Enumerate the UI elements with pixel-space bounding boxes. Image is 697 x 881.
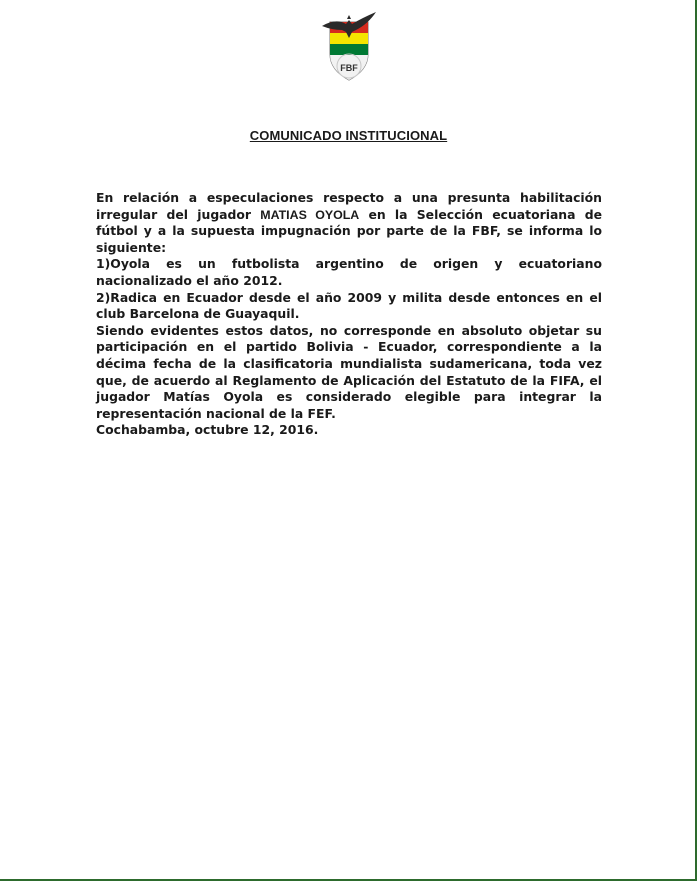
point-1: 1)Oyola es un futbolista argentino de origen y ecuatoriano nacionalizado el año 2012.: [96, 256, 602, 288]
intro-text-2: en la Selección ecuatoriana de fútbol y a la supuesta impugnación por parte de la FBF, se informa lo siguiente:: [96, 206, 602, 255]
conclusion-paragraph: Siendo evidentes estos datos, no corresponde en absoluto objetar su participación en el partido Bolivia - Ecuador, correspondiente a la décima fecha de la clasificatoria mundialista sudamericana, toda vez que, de acuerdo al Reglamento de Aplicación del Estatuto de la FIFA, el jugador Matías Oyola es considerado elegible para integrar la representación nacional de la FEF.: [96, 322, 602, 421]
place-date: Cochabamba, octubre 12, 2016.: [96, 422, 319, 438]
document-title: COMUNICADO INSTITUCIONAL: [249, 128, 448, 143]
crest-text: FBF: [340, 63, 358, 73]
point-2: 2)Radica en Ecuador desde el año 2009 y milita desde entonces en el club Barcelona de Guayaquil.: [96, 289, 602, 322]
player-name: MATIAS OYOLA: [260, 207, 360, 222]
intro-text-1: En relación a especulaciones respecto a una presunta habilitación irregular del jugador: [96, 190, 602, 222]
document-body: [96, 190, 602, 439]
fbf-crest-icon: [316, 8, 382, 84]
fbf-crest-graphic: [316, 8, 382, 84]
intro-paragraph: [96, 190, 602, 256]
